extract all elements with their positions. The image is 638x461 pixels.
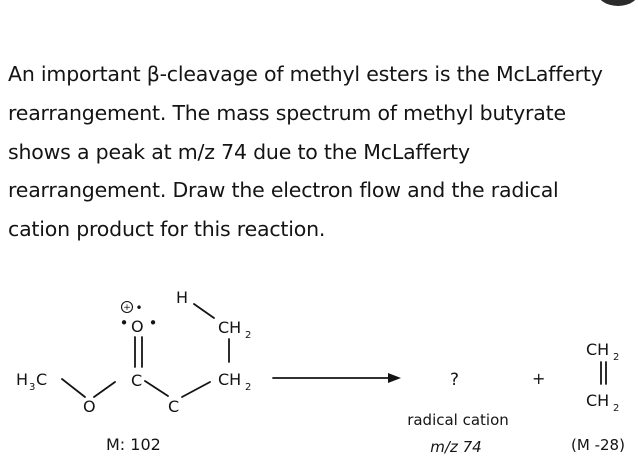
ethylene-bottom-subscript: 2	[613, 403, 620, 414]
question-line: An important β-cleavage of methyl esters is the McLafferty	[8, 62, 603, 86]
lone-pair-dots: •	[135, 301, 143, 315]
bond-chain-to-ch2	[182, 382, 210, 397]
carbonyl-oxygen: O	[131, 317, 144, 336]
radical-dot-right: •	[148, 314, 158, 332]
ethylene-bottom-ch: CH	[586, 391, 610, 410]
bond-hydrogen-ch2	[194, 304, 214, 318]
gamma-hydrogen: H	[176, 288, 189, 307]
ester-oxygen: O	[83, 397, 96, 416]
question-line: rearrangement. The mass spectrum of methyl butyrate	[8, 100, 566, 125]
chain-carbon: C	[168, 397, 180, 416]
reaction-arrowhead	[388, 373, 401, 383]
ch2-mid: CH	[218, 370, 242, 389]
methyl-h	[16, 370, 28, 389]
methyl-c: C	[36, 370, 48, 389]
plus-sign: +	[532, 369, 546, 388]
question-line: cation product for this reaction.	[8, 217, 326, 242]
ethylene-top-subscript: 2	[613, 352, 620, 363]
question-line: shows a peak at m/z 74 due to the McLafferty	[8, 139, 470, 164]
ch2-top: CH	[218, 318, 242, 337]
methyl-h-symbol: H	[16, 370, 29, 389]
charge-sign: +	[123, 303, 131, 313]
ethylene-top-ch: CH	[586, 340, 610, 359]
product-caption-line1: radical cation	[407, 411, 509, 429]
bond-methyl-oxygen	[62, 379, 85, 397]
bond-carbonyl-to-chain	[145, 381, 168, 396]
bond-oxygen-carbonyl-carbon	[94, 382, 115, 397]
ch2-mid-subscript: 2	[245, 382, 252, 393]
ethylene-mass-label: (M -28)	[571, 436, 625, 454]
ch2-top-subscript: 2	[245, 330, 252, 341]
methyl-subscript: 3	[29, 382, 36, 393]
product-caption-line2: m/z 74	[430, 438, 482, 456]
reactant-mass-label: M: 102	[106, 435, 161, 454]
product-unknown: ?	[450, 370, 460, 390]
radical-dot-left: •	[119, 314, 129, 332]
question-line: rearrangement. Draw the electron flow and the radical	[8, 178, 559, 203]
carbonyl-carbon: C	[131, 371, 143, 390]
